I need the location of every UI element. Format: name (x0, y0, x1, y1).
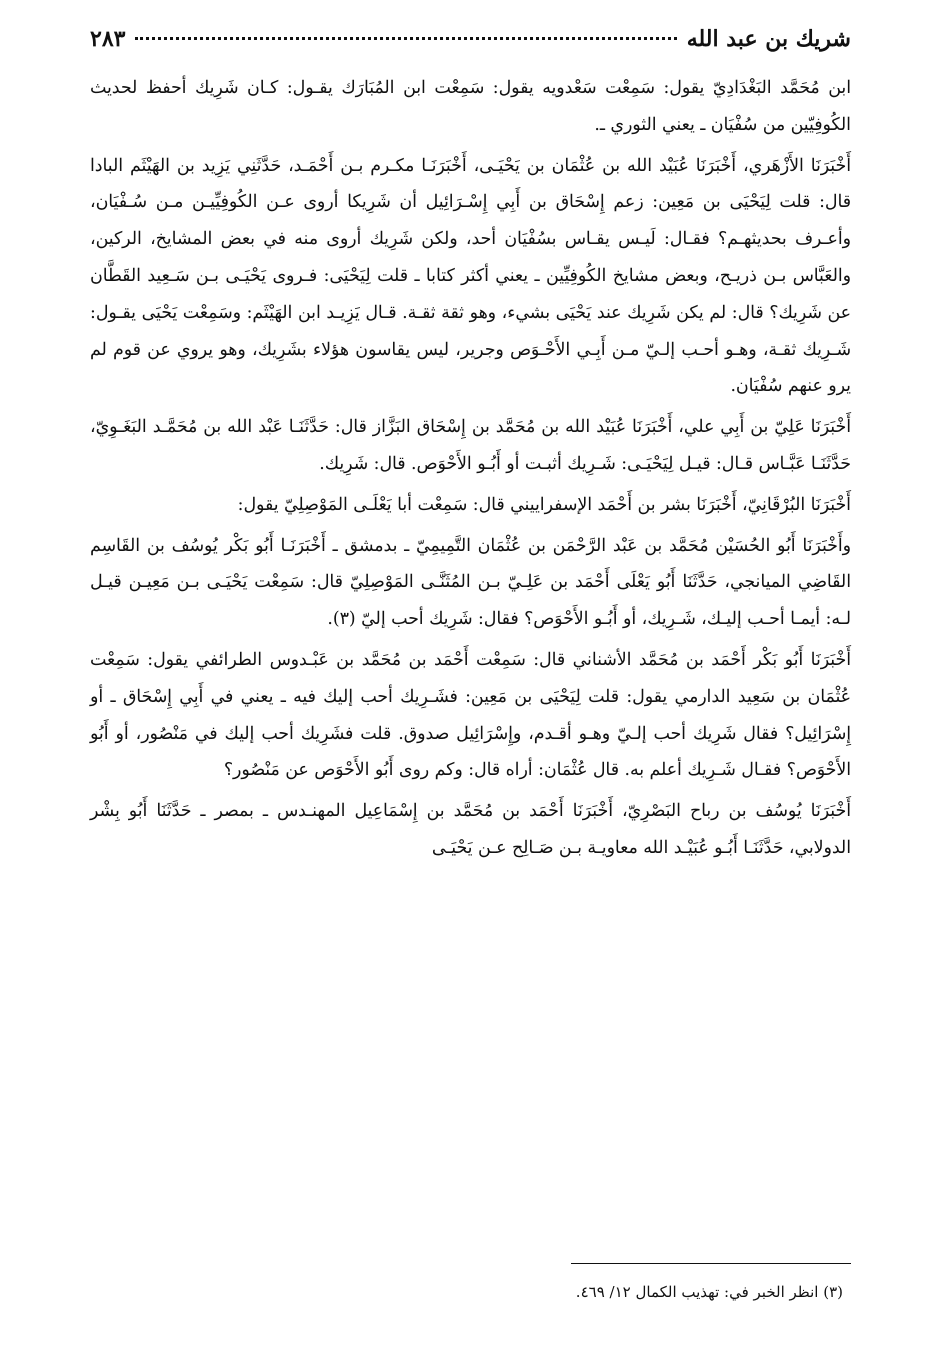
paragraph-3: أَخْبَرَنَا عَلِيّ بن أَبِي علي، أَخْبَرَنَا عُبَيْد الله بن مُحَمَّد بن إِسْحَاق البَزَّاز قال: حَدَّثَنَـا عَبْد الله بن مُحَمَّـد البَغَـوِيّ، حَدَّثَنَـا عَبَّـاس قـال: قيـل لِيَحْيَـى: شَـرِيك أثبـت أو أَبُـو الأَحْوَص. قال: شَرِيك. (90, 417, 851, 474)
footnote: (٣) انظر الخبر في: تهذيب الكمال ١٢/ ٤٦٩. (575, 1283, 843, 1301)
page-number: ٢٨٣ (90, 26, 126, 52)
paragraph-1: ابن مُحَمَّد البَغْدَادِيّ يقول: سَمِعْت سَعْدويه يقول: سَمِعْت ابن المُبَارَك يقـول: كـان شَرِيك أحفظ لحديث الكُوفِيّين من سُفْيَان ـ يعني الثوري ـ. (90, 78, 851, 135)
header-dotted-leader (135, 37, 676, 40)
paragraph-7: أَخْبَرَنَا يُوسُف بن رباح البَصْرِيّ، أَخْبَرَنَا أَحْمَد بن مُحَمَّد بن إِسْمَاعِيل المهنـدس ـ بمصر ـ حَدَّثَنَا أَبُو بِشْر الدولابي، حَدَّثَنَـا أَبُـو عُبَيْـد الله معاويـة بـن صَـالِح عـن يَحْيَـى (90, 801, 851, 858)
main-text (90, 70, 851, 867)
paragraph-5: وأَخْبَرَنَا أَبُو الحُسَيْن مُحَمَّد بن عَبْد الرَّحْمَن بن عُثْمَان التَّمِيمِيّ ـ بدمشق ـ أَخْبَرَنَـا أَبُو بَكْر يُوسُف بن القَاسِم القَاضِي الميانجي، حَدَّثَنَا أَبُو يَعْلَى أَحْمَد بن عَلِـيّ بـن المُثَنَّـى المَوْصِلِيّ قال: سَمِعْت يَحْيَـى بـن مَعِيـن قيـل لـه: أيمـا أحـب إليـك، شَـرِيك، أو أَبُـو الأَحْوَص؟ فقال: شَرِيك أحب إليّ (٣). (90, 535, 851, 630)
paragraph-2: أَخْبَرَنَا الأَزْهَري، أَخْبَرَنَا عُبَيْد الله بن عُثْمَان بن يَحْيَـى، أَخْبَرَنَـا مكـرم بـن أَحْمَـد، حَدَّثَنِي يَزِيد بن الهَيْثَم البادا قال: قلت لِيَحْيَى بن مَعِين: زعم إِسْحَاق بن أَبِي إِسْـرَائِيل أن شَرِيكا أروى عـن الكُوفِيِّيـن مـن سُـفْيَان، وأعـرف بحديثهـم؟ فقـال: لَيـس يقـاس بسُفْيَان أحد، ولكن شَرِيك أروى منه في بعض المشايخ، الركين، والعَبَّاس بـن ذريـح، وبعض مشايخ الكُوفِيِّين ـ يعني أكثر كتابا ـ قلت لِيَحْيَى: فـروى يَحْيَـى بـن سَـعِيد القَطَّان عن شَرِيك؟ قال: لم يكن شَرِيك عند يَحْيَى بشيء، وهو ثقة ثقـة. قـال يَزِيـد ابن الهَيْثَم: وسَمِعْت يَحْيَى يقـول: شَـرِيك ثقـة، وهـو أحـب إلـيّ مـن أَبِـي الأَحْـوَص وجرير، ليس يقاسون هؤلاء بشَرِيك، وهو يروي عن قوم لم يرو عنهم سُفْيَان. (90, 155, 851, 397)
paragraph-6: أَخْبَرَنَا أَبُو بَكْر أَحْمَد بن مُحَمَّد الأشناني قال: سَمِعْت أَحْمَد بن مُحَمَّد بن عَبْـدوس الطرائفي يقول: سَمِعْت عُثْمَان بن سَعِيد الدارمي يقول: قلت لِيَحْيَى بن مَعِين: فشَـرِيك أحب إليك فيه ـ يعني في أَبِي إِسْحَاق ـ أو إِسْرَائِيل؟ فقال شَرِيك أحب إلـيّ وهـو أقـدم، وإِسْرَائِيل صدوق. قلت فشَرِيك أحب إليك في مَنْصُور، أو أَبُو الأَحْوَص؟ فقـال شَـرِيك أعلم به. قال عُثْمَان: أراه قال: وكم روى أَبُو الأَحْوَص عن مَنْصُور؟ (90, 649, 851, 781)
footnote-separator (571, 1263, 851, 1264)
paragraph-4: أَخْبَرَنَا البُرْقَانِيّ، أَخْبَرَنَا بشر بن أَحْمَد الإسفراييني قال: سَمِعْت أبا يَعْلَـى المَوْصِلِيّ يقول: (237, 494, 851, 515)
running-title: شريك بن عبد الله (686, 26, 851, 52)
running-header (90, 26, 851, 70)
